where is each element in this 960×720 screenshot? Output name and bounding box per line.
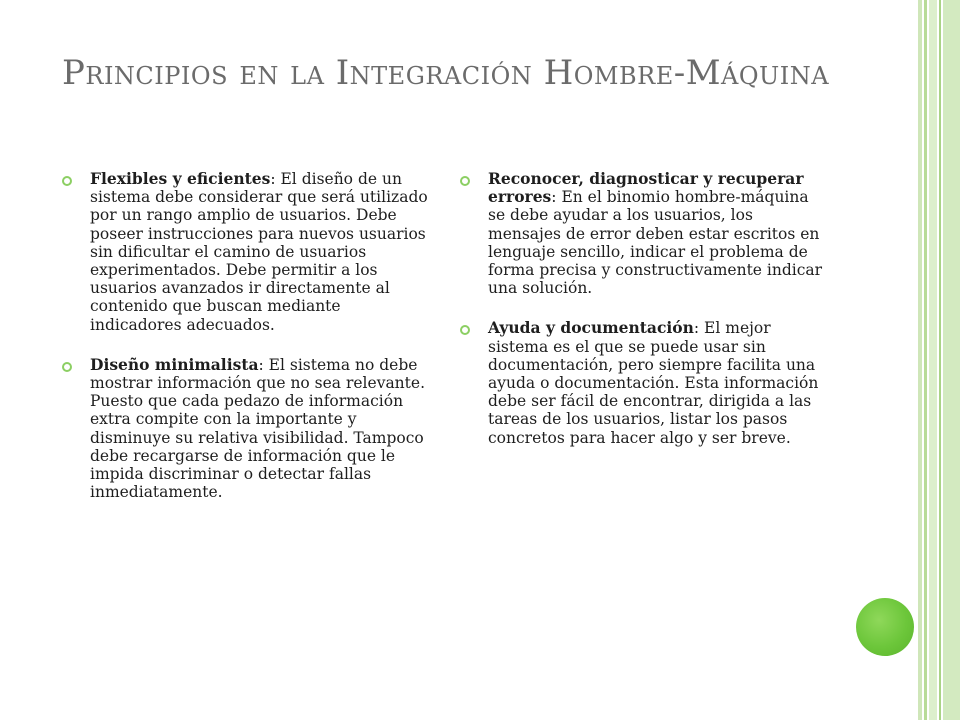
bullet-item (460, 170, 830, 297)
decorative-circle (856, 598, 914, 656)
bullet-body: : El sistema no debe mostrar información que no sea relevante. Puesto que cada pedazo de información extra compite con la importante y disminuye su relativa visibilidad. Tampoco debe recargarse de información que le impida discriminar o detectar fallas inmediatamente. (90, 355, 425, 502)
decorative-stripe (929, 0, 937, 720)
slide-title: Principios en la Integración Hombre-Máquina (62, 53, 830, 93)
bullet-item (62, 170, 432, 334)
bullet-icon (62, 362, 72, 372)
left-column (62, 170, 432, 523)
decorative-stripe (939, 0, 941, 720)
decorative-stripe (943, 0, 960, 720)
bullet-icon (460, 176, 470, 186)
bullet-term: Diseño minimalista (90, 354, 259, 374)
bullet-item (62, 356, 432, 502)
bullet-text (90, 356, 432, 502)
bullet-text (488, 170, 830, 297)
decorative-stripe (924, 0, 927, 720)
bullet-text (488, 319, 830, 446)
bullet-term: Ayuda y documentación (488, 318, 694, 338)
bullet-text (90, 170, 432, 334)
bullet-body: : En el binomio hombre-máquina se debe ayudar a los usuarios, los mensajes de error deben estar escritos en lenguaje sencillo, indicar el problema de forma precisa y constructivamente indicar una solución. (488, 188, 823, 298)
decorative-stripe (918, 0, 922, 720)
right-column (460, 170, 830, 469)
bullet-icon (460, 325, 470, 335)
bullet-body: : El mejor sistema es el que se puede usar sin documentación, pero siempre facilita una ayuda o documentación. Esta información debe ser fácil de encontrar, dirigida a las tareas de los usuarios, listar los pasos concretos para hacer algo y ser breve. (488, 319, 819, 447)
bullet-item (460, 319, 830, 446)
bullet-body: : El diseño de un sistema debe considerar que será utilizado por un rango amplio de usuarios. Debe poseer instrucciones para nuevos usuarios sin dificultar el camino de usuarios experimentados. Debe permitir a los usuarios avanzados ir directamente al contenido que buscan mediante indicadores adecuados. (90, 170, 428, 334)
bullet-term: Flexibles y eficientes (90, 169, 271, 188)
bullet-icon (62, 176, 72, 186)
bullet-term: Reconocer, diagnosticar y recuperar errores (488, 169, 804, 207)
